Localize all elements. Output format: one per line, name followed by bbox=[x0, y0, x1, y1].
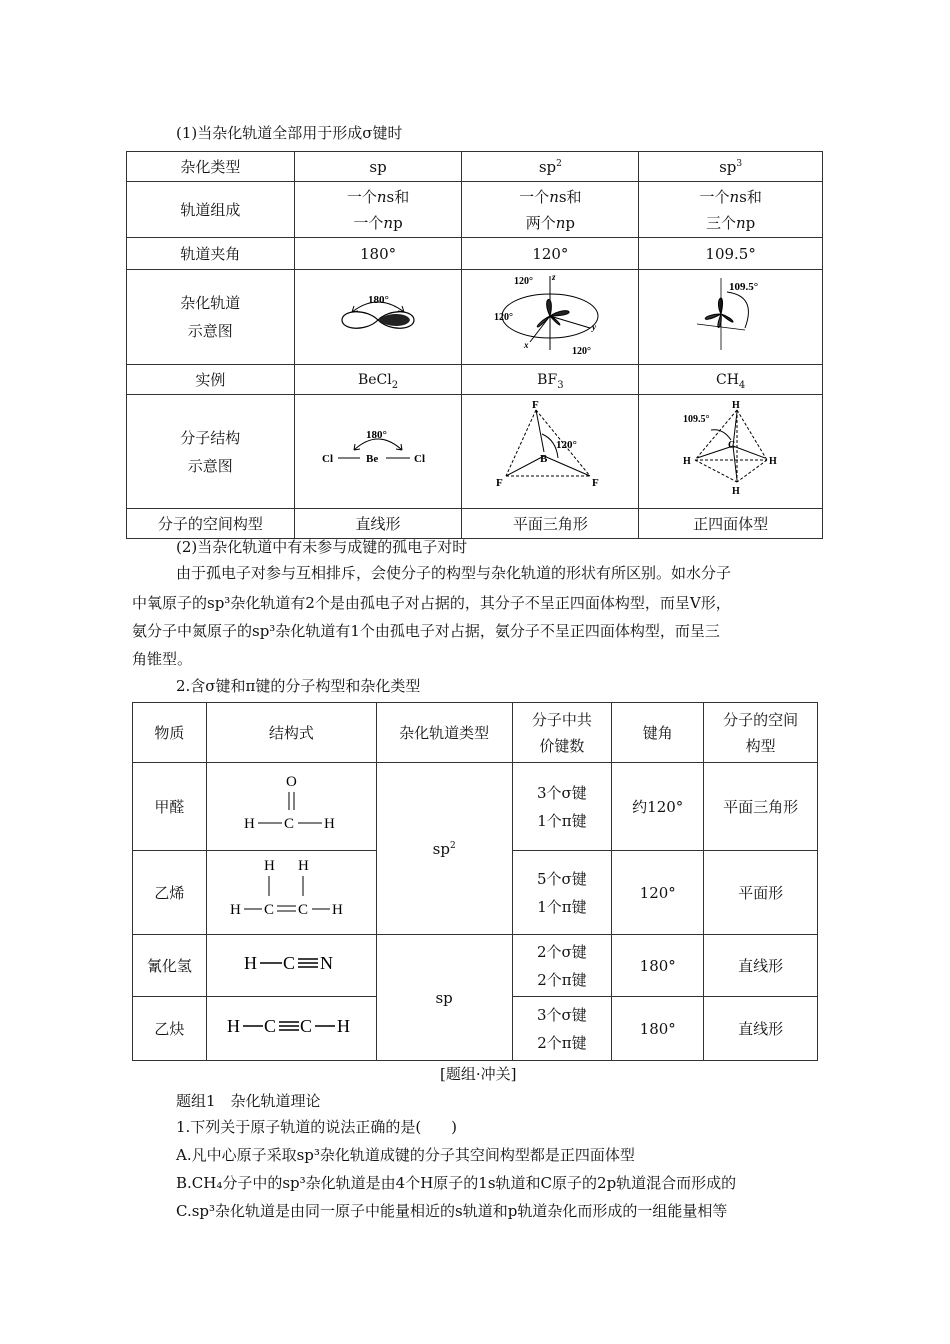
substance-name: 乙烯 bbox=[133, 851, 207, 935]
spatial-shape: 平面三角形 bbox=[704, 763, 818, 851]
bond-angle: 180° bbox=[612, 935, 704, 997]
table1-row-angle bbox=[127, 238, 823, 270]
option-b: B.CH₄分子中的sp³杂化轨道是由4个H原子的1s轨道和C原子的2p轨道混合而形成的 bbox=[176, 1174, 737, 1192]
sp3-orbital-svg bbox=[683, 270, 779, 356]
table1-row-molecule-diagram bbox=[127, 395, 823, 509]
type-sp3: $sp^3$ bbox=[639, 152, 823, 182]
ch4-angle: 109.5° bbox=[682, 413, 710, 425]
spatial-shape: 直线形 bbox=[704, 935, 818, 997]
row-header: 轨道组成 bbox=[127, 182, 295, 238]
atom-h: H bbox=[324, 815, 336, 832]
hybrid-sp: sp bbox=[376, 935, 512, 1061]
row-header: 分子结构示意图 bbox=[127, 395, 295, 509]
becl2-cl-left: Cl bbox=[322, 452, 334, 465]
atom-h: H bbox=[337, 1015, 351, 1036]
atom-h: H bbox=[244, 952, 258, 973]
atom-h: H bbox=[244, 815, 256, 832]
bond-count: 2个σ键 2个π键 bbox=[512, 935, 612, 997]
pi-sigma-table bbox=[132, 702, 818, 1061]
bond-angle: 120° bbox=[612, 851, 704, 935]
acetylene-formula bbox=[206, 997, 376, 1061]
ch4-h-right: H bbox=[768, 455, 777, 467]
bond-count: 5个σ键 1个π键 bbox=[512, 851, 612, 935]
table1-row-orbital-diagram bbox=[127, 270, 823, 365]
table-row bbox=[133, 763, 818, 851]
atom-n: N bbox=[320, 952, 334, 973]
atom-o: O bbox=[286, 773, 298, 790]
bf3-b: B bbox=[540, 452, 548, 465]
ch4-structure bbox=[639, 395, 823, 509]
bond-angle: 180° bbox=[612, 997, 704, 1061]
type-sp: sp bbox=[294, 152, 462, 182]
sp2-angle-b: 120° bbox=[494, 312, 514, 323]
type-sp2: $sp^2$ bbox=[462, 152, 639, 182]
section2-heading: (2)当杂化轨道中有未参与成键的孤电子对时 bbox=[176, 538, 468, 556]
header-substance: 物质 bbox=[133, 703, 207, 763]
becl2-svg bbox=[318, 418, 438, 478]
substance-name: 氰化氢 bbox=[133, 935, 207, 997]
angle-sp3: 109.5° bbox=[639, 238, 823, 270]
sp2-orbital-svg bbox=[490, 270, 610, 356]
row-header: 轨道夹角 bbox=[127, 238, 295, 270]
section3-heading: 2.含σ键和π键的分子构型和杂化类型 bbox=[176, 677, 421, 695]
atom-c: C bbox=[264, 901, 275, 918]
table1-row-shape bbox=[127, 509, 823, 539]
bf3-structure bbox=[462, 395, 639, 509]
ethylene-svg bbox=[226, 854, 356, 924]
option-c: C.sp³杂化轨道是由同一原子中能量相近的s轨道和p轨道杂化而形成的一组能量相等 bbox=[176, 1202, 728, 1220]
example-becl2: BeCl$_2$ bbox=[294, 365, 462, 395]
example-ch4: $CH_4$ bbox=[639, 365, 823, 395]
sp3-orbital-diagram bbox=[639, 270, 823, 365]
row-header: 杂化轨道示意图 bbox=[127, 270, 295, 365]
paragraph-line: 氨分子中氮原子的sp³杂化轨道有1个由孤电子对占据，氨分子不呈正四面体构型，而呈三 bbox=[132, 622, 720, 640]
hybridization-table bbox=[126, 151, 823, 539]
ch4-c: C bbox=[727, 439, 735, 451]
composition-sp3: 一个ns和 三个np bbox=[639, 182, 823, 238]
hcn-formula bbox=[206, 935, 376, 997]
substance-name: 甲醛 bbox=[133, 763, 207, 851]
table-row bbox=[133, 935, 818, 997]
group-title: [题组·冲关] bbox=[440, 1065, 517, 1083]
bond-angle: 约120° bbox=[612, 763, 704, 851]
atom-h: H bbox=[264, 857, 276, 874]
header-hybrid: 杂化轨道类型 bbox=[376, 703, 512, 763]
atom-c: C bbox=[298, 901, 309, 918]
bf3-svg bbox=[490, 396, 610, 500]
sp2-angle-c: 120° bbox=[572, 346, 592, 356]
ch4-svg bbox=[681, 398, 781, 498]
sp2-orbital-diagram bbox=[462, 270, 639, 365]
bf3-angle: 120° bbox=[556, 438, 578, 451]
section1-heading: (1)当杂化轨道全部用于形成σ键时 bbox=[176, 124, 403, 142]
spatial-shape: 平面形 bbox=[704, 851, 818, 935]
formaldehyde-formula bbox=[206, 763, 376, 851]
composition-sp2: 一个ns和 两个np bbox=[462, 182, 639, 238]
table2-header-row bbox=[133, 703, 818, 763]
header-shape: 分子的空间 构型 bbox=[704, 703, 818, 763]
formaldehyde-svg bbox=[236, 768, 346, 838]
sp2-axis-z: z bbox=[552, 272, 556, 282]
ch4-h-bottom: H bbox=[731, 485, 740, 497]
example-bf3: $BF_3$ bbox=[462, 365, 639, 395]
sp2-axis-x: x bbox=[524, 340, 529, 350]
becl2-angle: 180° bbox=[366, 428, 387, 441]
ch4-h-left: H bbox=[682, 455, 691, 467]
shape-sp3: 正四面体型 bbox=[639, 509, 823, 539]
sp2-angle-a: 120° bbox=[514, 276, 534, 287]
atom-h: H bbox=[298, 857, 310, 874]
composition-sp: 一个ns和 一个np bbox=[294, 182, 462, 238]
becl2-cl-right: Cl bbox=[414, 452, 426, 465]
hybrid-sp2: $sp^2$ bbox=[376, 763, 512, 935]
atom-c: C bbox=[284, 815, 295, 832]
atom-c: C bbox=[300, 1015, 313, 1036]
angle-sp2: 120° bbox=[462, 238, 639, 270]
group1-title: 题组1 杂化轨道理论 bbox=[176, 1092, 321, 1110]
shape-sp2: 平面三角形 bbox=[462, 509, 639, 539]
atom-h: H bbox=[230, 901, 242, 918]
table1-row-example bbox=[127, 365, 823, 395]
angle-sp: 180° bbox=[294, 238, 462, 270]
paragraph-line: 中氧原子的sp³杂化轨道有2个是由孤电子对占据的，其分子不呈正四面体构型，而呈V形， bbox=[132, 594, 731, 612]
ch4-h-top: H bbox=[731, 399, 740, 411]
atom-h: H bbox=[227, 1015, 241, 1036]
bond-count: 3个σ键 1个π键 bbox=[512, 763, 612, 851]
question-1: 1.下列关于原子轨道的说法正确的是( ) bbox=[176, 1118, 458, 1136]
sp-angle-label: 180° bbox=[368, 294, 389, 306]
bf3-f-top: F bbox=[532, 398, 540, 411]
header-bonds: 分子中共 价键数 bbox=[512, 703, 612, 763]
sp-orbital-svg bbox=[328, 288, 428, 338]
atom-h: H bbox=[332, 901, 344, 918]
bf3-f-left: F bbox=[496, 476, 504, 489]
becl2-be: Be bbox=[366, 452, 379, 465]
shape-sp: 直线形 bbox=[294, 509, 462, 539]
acetylene-svg bbox=[221, 1010, 361, 1040]
sp3-angle-label: 109.5° bbox=[728, 281, 758, 293]
header-formula: 结构式 bbox=[206, 703, 376, 763]
option-a: A.凡中心原子采取sp³杂化轨道成键的分子其空间构型都是正四面体型 bbox=[176, 1146, 635, 1164]
atom-c: C bbox=[264, 1015, 277, 1036]
table1-row-type bbox=[127, 152, 823, 182]
row-header: 实例 bbox=[127, 365, 295, 395]
substance-name: 乙炔 bbox=[133, 997, 207, 1061]
becl2-structure bbox=[294, 395, 462, 509]
hcn-svg bbox=[236, 947, 346, 977]
row-header: 杂化类型 bbox=[127, 152, 295, 182]
header-angle: 键角 bbox=[612, 703, 704, 763]
ethylene-formula bbox=[206, 851, 376, 935]
spatial-shape: 直线形 bbox=[704, 997, 818, 1061]
paragraph-line: 角锥型。 bbox=[132, 650, 193, 668]
atom-c: C bbox=[283, 952, 296, 973]
bf3-f-right: F bbox=[592, 476, 600, 489]
sp-orbital-diagram bbox=[294, 270, 462, 365]
table1-row-composition bbox=[127, 182, 823, 238]
bond-count: 3个σ键 2个π键 bbox=[512, 997, 612, 1061]
paragraph-line: 由于孤电子对参与互相排斥，会使分子的构型与杂化轨道的形状有所区别。如水分子 bbox=[176, 564, 732, 582]
sp2-axis-y: y bbox=[592, 322, 597, 332]
row-header: 分子的空间构型 bbox=[127, 509, 295, 539]
